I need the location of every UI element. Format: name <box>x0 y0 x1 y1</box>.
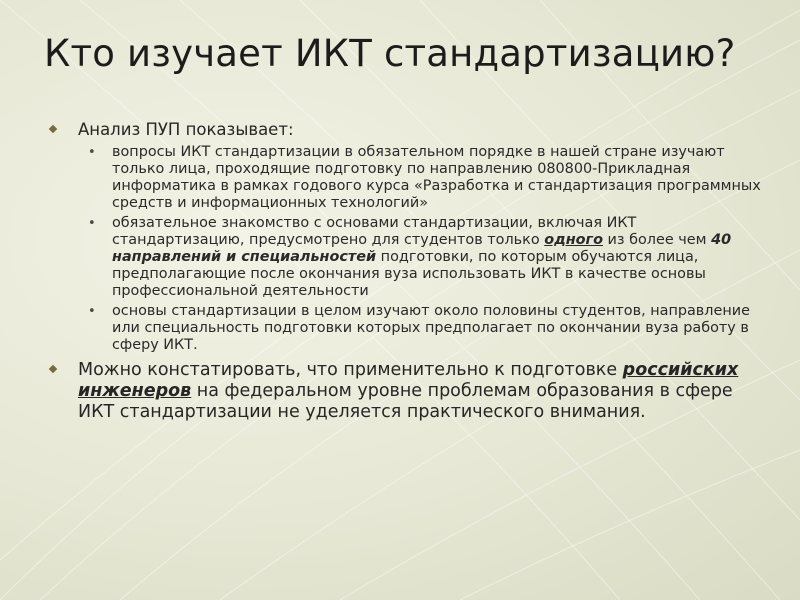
sub-bullet-3-text: основы стандартизации в целом изучают около половины студентов, направление или специальность подготовки которых предполагает по окончании вуза работу в сферу ИКТ. <box>112 303 750 353</box>
bullet-analysis-text: Анализ ПУП показывает: <box>78 120 294 139</box>
dot-bullet-icon: • <box>88 145 96 160</box>
sub-bullet-3 <box>48 303 763 354</box>
sub-bullet-2-text <box>112 215 731 299</box>
slide-body <box>48 120 763 423</box>
diamond-bullet-icon <box>49 125 57 133</box>
bullet-analysis <box>48 120 763 140</box>
page-title: Кто изучает ИКТ стандартизацию? <box>44 32 736 75</box>
conclusion-part1: Можно констатировать, что применительно к подготовке <box>78 360 623 380</box>
conclusion-part2: на федеральном уровне проблемам образования в сфере ИКТ стандартизации не уделяется практического внимания. <box>78 381 733 422</box>
sub-bullet-2-part2: из более чем <box>602 232 712 248</box>
sub-bullet-1-text: вопросы ИКТ стандартизации в обязательном порядке в нашей стране изучают только лица, проходящие подготовку по направлению 080800-Прикладная информатика в рамках годового курса «Разработка и стандартизация программных средств и информационных технологий» <box>112 144 761 211</box>
dot-bullet-icon: • <box>88 216 96 231</box>
bullet-conclusion <box>48 360 763 423</box>
bullet-conclusion-text <box>78 360 738 422</box>
sub-bullet-list <box>48 144 763 354</box>
sub-bullet-2-emphasis-forty: 40 направлений и специальностей <box>112 232 732 265</box>
dot-bullet-icon: • <box>88 304 96 319</box>
sub-bullet-2-part1: обязательное знакомство с основами стандартизации, включая ИКТ стандартизацию, предусмотрено для студентов только <box>112 215 637 248</box>
sub-bullet-1 <box>48 144 763 212</box>
conclusion-emphasis: российских инженеров <box>78 360 739 401</box>
sub-bullet-2 <box>48 215 763 300</box>
sub-bullet-2-part3: подготовки, по которым обучаются лица, предполагающие после окончания вуза использовать ИКТ в качестве основы профессиональной деятельности <box>112 249 706 299</box>
diamond-bullet-icon <box>49 365 57 373</box>
sub-bullet-2-emphasis-one: одного <box>544 232 603 248</box>
